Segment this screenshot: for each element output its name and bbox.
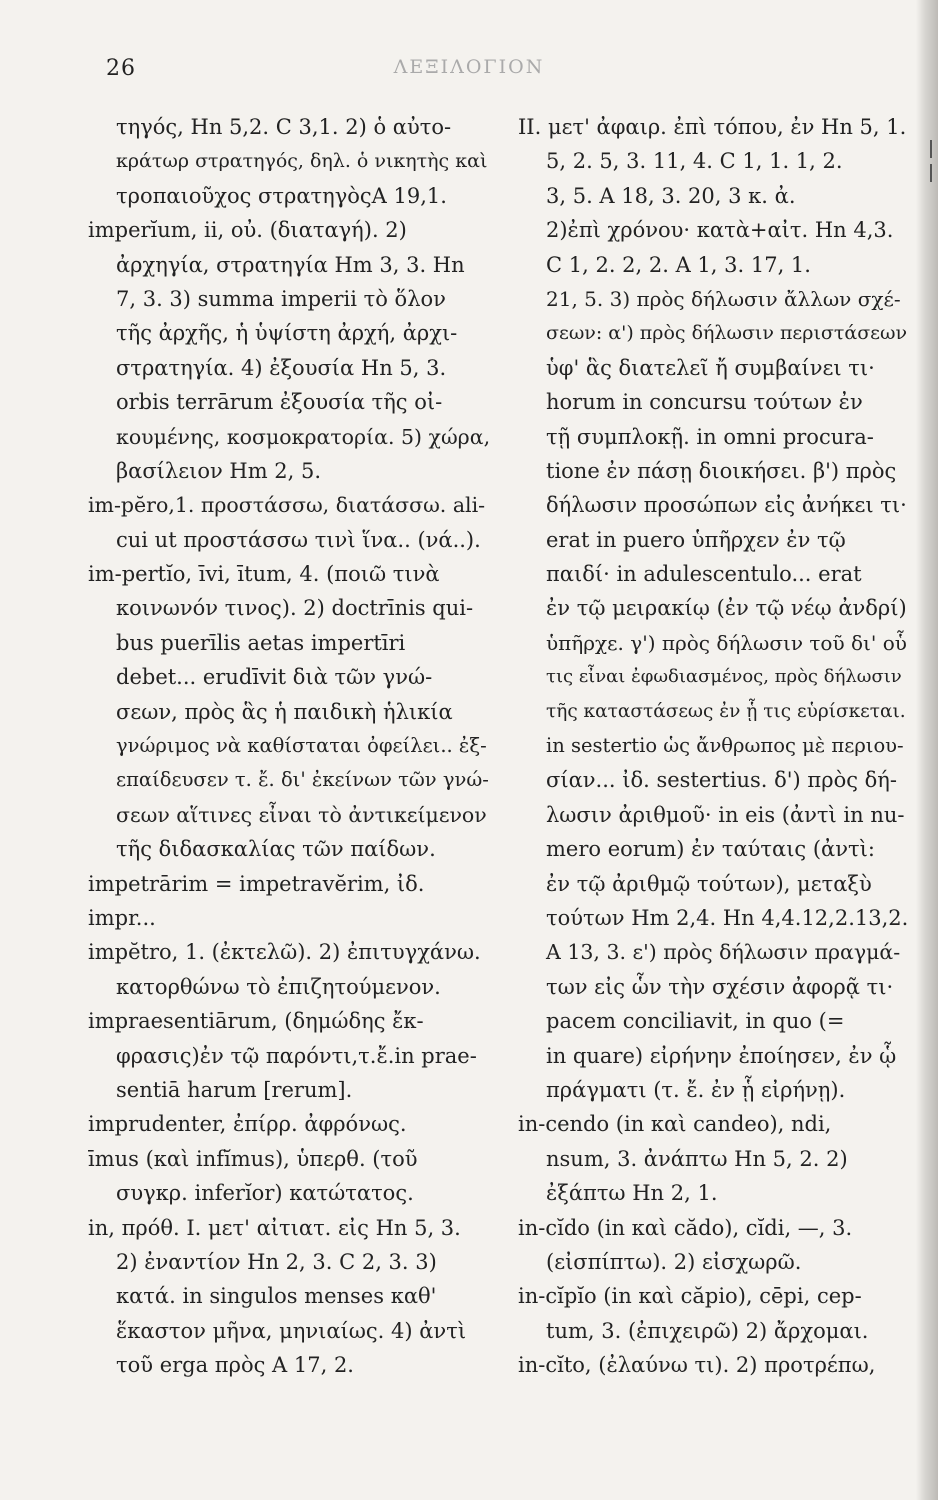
text-line: 7, 3. 3) summa imperii τὸ ὅλον [116, 286, 446, 311]
text-line: ἐν τῷ μειρακίῳ (ἐν τῷ νέῳ ἀνδρί) [546, 596, 907, 621]
text-line: 3, 5. A 18, 3. 20, 3 κ. ἀ. [546, 183, 796, 208]
edge-marks [924, 140, 936, 188]
text-line: in, πρόθ. I. μετ' αἰτιατ. εἰς Hn 5, 3. [88, 1215, 461, 1240]
text-line: nsum, 3. ἀνάπτω Hn 5, 2. 2) [546, 1146, 848, 1171]
text-line: ἐν τῷ ἀριθμῷ τούτων), μεταξὺ [546, 871, 872, 896]
text-line: ἀρχηγία, στρατηγία Hm 3, 3. Hn [116, 252, 465, 277]
text-line: λωσιν ἀριθμοῦ· in eis (ἀντὶ in nu- [546, 802, 905, 827]
text-line: debet... erudīvit διὰ τῶν γνώ- [116, 665, 433, 690]
text-line: im-pĕro,1. προστάσσω, διατάσσω. ali- [88, 493, 486, 518]
text-line: συγκρ. inferĭor) κατώτατος. [116, 1181, 414, 1206]
text-line: επαίδευσεν τ. ἔ. δι' ἐκείνων τῶν γνώ- [116, 768, 489, 792]
text-line: τῆς καταστάσεως ἐν ᾗ τις εὑρίσκεται. [546, 700, 906, 722]
running-head: ΛΕΞΙΛΟΓΙΟΝ [393, 56, 545, 78]
text-line: im-pertĭo, īvi, ītum, 4. (ποιῶ τινὰ [88, 562, 440, 587]
text-line: κατά. in singulos menses καθ' [116, 1284, 437, 1309]
text-line: imprudenter, ἐπίρρ. ἀφρόνως. [88, 1112, 407, 1137]
text-line: σίαν... ἰδ. sestertius. δ') πρὸς δή- [546, 768, 897, 793]
text-line: A 13, 3. ε') πρὸς δήλωσιν πραγμά- [546, 940, 901, 965]
text-line: ἐξάπτω Hn 2, 1. [546, 1181, 718, 1206]
text-line: κοινωνόν τινος). 2) doctrīnis qui- [116, 596, 474, 621]
text-line: tum, 3. (ἐπιχειρῶ) 2) ἄρχομαι. [546, 1318, 869, 1343]
text-line: 21, 5. 3) πρὸς δήλωσιν ἄλλων σχέ- [546, 286, 901, 311]
right-column [518, 110, 908, 1382]
text-line: sentiā harum [rerum]. [116, 1077, 353, 1102]
text-line: II. μετ' ἀφαιρ. ἐπὶ τόπου, ἐν Hn 5, 1. [518, 115, 907, 139]
text-line: τῆς ἀρχῆς, ἡ ὑψίστη ἀρχή, ἀρχι- [116, 321, 458, 346]
text-line: στρατηγία. 4) ἐξουσία Hn 5, 3. [116, 355, 447, 380]
text-line: τῆς διδασκαλίας τῶν παίδων. [116, 837, 436, 862]
text-line: tione ἐν πάσῃ διοικήσει. β') πρὸς [546, 458, 897, 483]
text-line: impĕtro, 1. (ἐκτελῶ). 2) ἐπιτυγχάνω. [88, 940, 481, 965]
left-column [88, 110, 490, 1382]
text-line: παιδί· in adulescentulo... erat [546, 562, 862, 587]
text-line: in-cĭto, (ἐλαύνω τι). 2) προτρέπω, [518, 1353, 876, 1378]
text-line: pacem conciliavit, in quo (= [546, 1009, 845, 1034]
page-number: 26 [106, 56, 136, 81]
text-line: in-cĭpĭo (in καὶ căpio), cēpi, cep- [518, 1284, 862, 1309]
text-line: (εἰσπίπτω). 2) εἰσχωρῶ. [546, 1249, 802, 1274]
text-line: τῇ συμπλοκῇ. in omni procura- [546, 424, 874, 449]
text-line: τούτων Hm 2,4. Hn 4,4.12,2.13,2. [546, 905, 908, 930]
text-line: horum in concursu τούτων ἐν [546, 390, 863, 415]
text-line: κράτωρ στρατηγός, δηλ. ὁ νικητὴς καὶ [116, 150, 488, 173]
text-line: πράγματι (τ. ἔ. ἐν ᾗ εἰρήνῃ). [546, 1077, 846, 1102]
text-line: βασίλειον Hm 2, 5. [116, 458, 322, 483]
text-line: in-cĭdo (in καὶ cădo), cĭdi, —, 3. [518, 1215, 853, 1240]
text-line: τηγός, Hn 5,2. C 3,1. 2) ὁ αὐτο- [116, 115, 452, 139]
text-line: C 1, 2. 2, 2. A 1, 3. 17, 1. [546, 252, 811, 277]
text-line: 5, 2. 5, 3. 11, 4. C 1, 1. 1, 2. [546, 149, 843, 174]
text-line: 2) ἐναντίον Hn 2, 3. C 2, 3. 3) [116, 1249, 437, 1274]
text-line: σεων: α') πρὸς δήλωσιν περιστάσεων [546, 322, 908, 345]
text-line: ὑφ' ἃς διατελεῖ ἤ συμβαίνει τι· [546, 355, 875, 380]
text-line: impraesentiārum, (δημώδης ἔκ- [88, 1009, 424, 1034]
text-line: κατορθώνω τὸ ἐπιζητούμενον. [116, 974, 441, 999]
text-line: imperĭum, ii, οὐ. (διαταγή). 2) [88, 218, 407, 243]
text-line: τοῦ erga πρὸς A 17, 2. [116, 1353, 354, 1378]
text-line: ὑπῆρχε. γ') πρὸς δήλωσιν τοῦ δι' οὗ [546, 630, 907, 655]
text-line: των εἰς ὧν τὴν σχέσιν ἀφορᾷ τι· [546, 974, 894, 999]
text-line: impr... [88, 905, 156, 930]
text-line: in quare) εἰρήνην ἐποίησεν, ἐν ᾧ [546, 1043, 897, 1068]
text-line: in sestertio ὡς ἄνθρωπος μὲ περιου- [546, 734, 904, 758]
text-line: bus puerīlis aetas impertīri [116, 630, 406, 655]
text-line: σεων, πρὸς ἃς ἡ παιδικὴ ἡλικία [116, 699, 453, 724]
text-line: mero eorum) ἐν ταύταις (ἀντὶ: [546, 837, 875, 862]
text-line: īmus (καὶ infĭmus), ὑπερθ. (τοῦ [88, 1146, 418, 1171]
text-line: 2)ἐπὶ χρόνου· κατὰ+αἰτ. Hn 4,3. [546, 218, 894, 243]
text-line: τροπαιοῦχος στρατηγὸςA 19,1. [116, 183, 447, 208]
text-line: cui ut προστάσσω τινὶ ἵνα.. (νά..). [116, 527, 481, 552]
text-line: orbis terrārum ἐξουσία τῆς οἰ- [116, 390, 443, 415]
text-line: ἕκαστον μῆνα, μηνιαίως. 4) ἀντὶ [116, 1318, 467, 1343]
text-line: δήλωσιν προσώπων εἰς ἀνήκει τι· [546, 493, 907, 518]
text-line: impetrārim = impetravĕrim, ἰδ. [88, 871, 425, 896]
text-line: σεων αἵτινες εἶναι τὸ ἀντικείμενον [116, 802, 487, 827]
text-line: κουμένης, κοσμοκρατορία. 5) χώρα, [116, 424, 490, 449]
text-line: erat in puero ὑπῆρχεν ἐν τῷ [546, 527, 846, 552]
text-line: γνώριμος νὰ καθίσταται ὀφείλει.. ἐξ- [116, 734, 487, 758]
text-line: in-cendo (in καὶ candeo), ndi, [518, 1112, 832, 1137]
page-edge [916, 0, 938, 1500]
text-line: φρασις)ἐν τῷ παρόντι,τ.ἔ.in prae- [116, 1043, 477, 1068]
text-line: τις εἶναι ἐφωδιασμένος, πρὸς δήλωσιν [546, 666, 902, 688]
